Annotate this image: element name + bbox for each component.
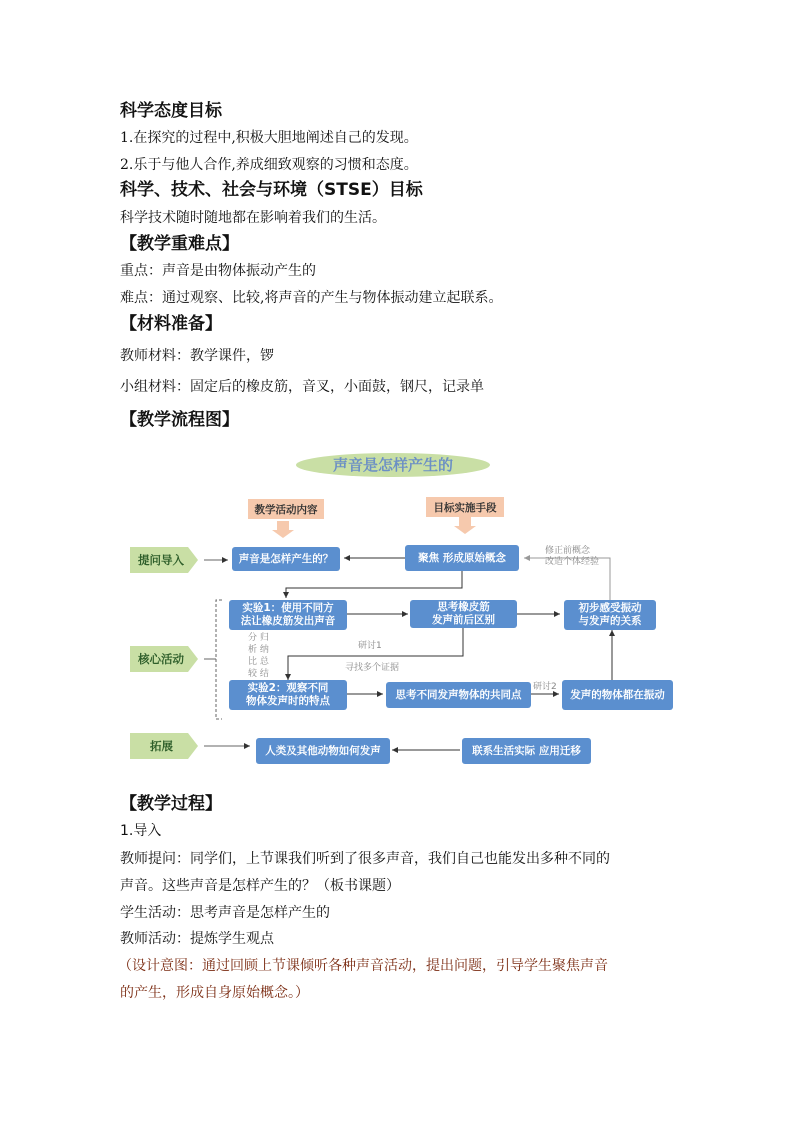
process-step-1: 1.导入	[120, 823, 162, 839]
flowchart-title: 声音是怎样产生的	[332, 456, 453, 474]
attitude-heading: 科学态度目标	[120, 101, 222, 121]
student-activity: 学生活动：思考声音是怎样产生的	[120, 905, 330, 921]
key-points-heading: 【教学重难点】	[120, 234, 239, 254]
design-intent-1: （设计意图：通过回顾上节课倾听各种声音活动，提出问题，引导学生聚焦声音	[118, 958, 608, 974]
label-study-1: 研讨1	[358, 641, 382, 651]
box-experiment-2: 实验2：观察不同 物体发声时的特点	[229, 680, 347, 710]
box-objects-vibrate: 发声的物体都在振动	[562, 680, 673, 710]
attitude-item-2: 2.乐于与他人合作,养成细致观察的习惯和态度。	[120, 157, 418, 173]
group-materials: 小组材料：固定后的橡皮筋，音叉，小面鼓，钢尺，记录单	[120, 379, 484, 395]
materials-heading: 【材料准备】	[120, 314, 222, 334]
key-point: 重点：声音是由物体振动产生的	[120, 263, 316, 279]
col1-header: 教学活动内容	[248, 499, 324, 519]
process-heading: 【教学过程】	[120, 794, 222, 814]
stse-heading: 科学、技术、社会与环境（STSE）目标	[120, 180, 423, 200]
box-focus: 聚焦 形成原始概念	[405, 545, 519, 571]
col2-header: 目标实施手段	[426, 497, 504, 517]
teacher-activity: 教师活动：提炼学生观点	[120, 931, 274, 947]
box-experiment-1: 实验1：使用不同方 法让橡皮筋发出声音	[229, 600, 347, 630]
design-intent-2: 的产生，形成自身原始概念。）	[120, 985, 309, 1001]
box-feel-vibration: 初步感受振动 与发声的关系	[564, 600, 656, 630]
label-fix-concept: 修正前概念 改造个体经验	[545, 546, 600, 567]
label-evidence: 寻找多个证据	[345, 663, 400, 673]
attitude-item-1: 1.在探究的过程中,积极大胆地阐述自己的发现。	[120, 130, 418, 146]
teacher-materials: 教师材料：教学课件，锣	[120, 348, 274, 364]
stage-core-label: 核心活动	[138, 652, 184, 666]
label-study-2: 研讨2	[533, 682, 557, 692]
box-think-2: 思考不同发声物体的共同点	[386, 682, 531, 708]
difficulty-point: 难点：通过观察、比较,将声音的产生与物体振动建立起联系。	[120, 290, 503, 306]
label-methods: 分 归 析 纳 比 总 较 结	[248, 633, 269, 679]
box-think-1: 思考橡皮筋 发声前后区别	[410, 600, 517, 628]
stage-intro-label: 提问导入	[138, 553, 184, 567]
flowchart-heading: 【教学流程图】	[120, 410, 239, 430]
stse-text: 科学技术随时随地都在影响着我们的生活。	[120, 210, 386, 226]
box-animals: 人类及其他动物如何发声	[256, 738, 390, 764]
box-life-apply: 联系生活实际 应用迁移	[462, 738, 591, 764]
teacher-question-cont: 声音。这些声音是怎样产生的？（板书课题）	[120, 878, 400, 894]
teacher-question: 教师提问：同学们，上节课我们听到了很多声音，我们自己也能发出多种不同的	[120, 851, 610, 867]
stage-extend-label: 拓展	[150, 739, 173, 753]
box-question: 声音是怎样产生的？	[232, 547, 340, 571]
